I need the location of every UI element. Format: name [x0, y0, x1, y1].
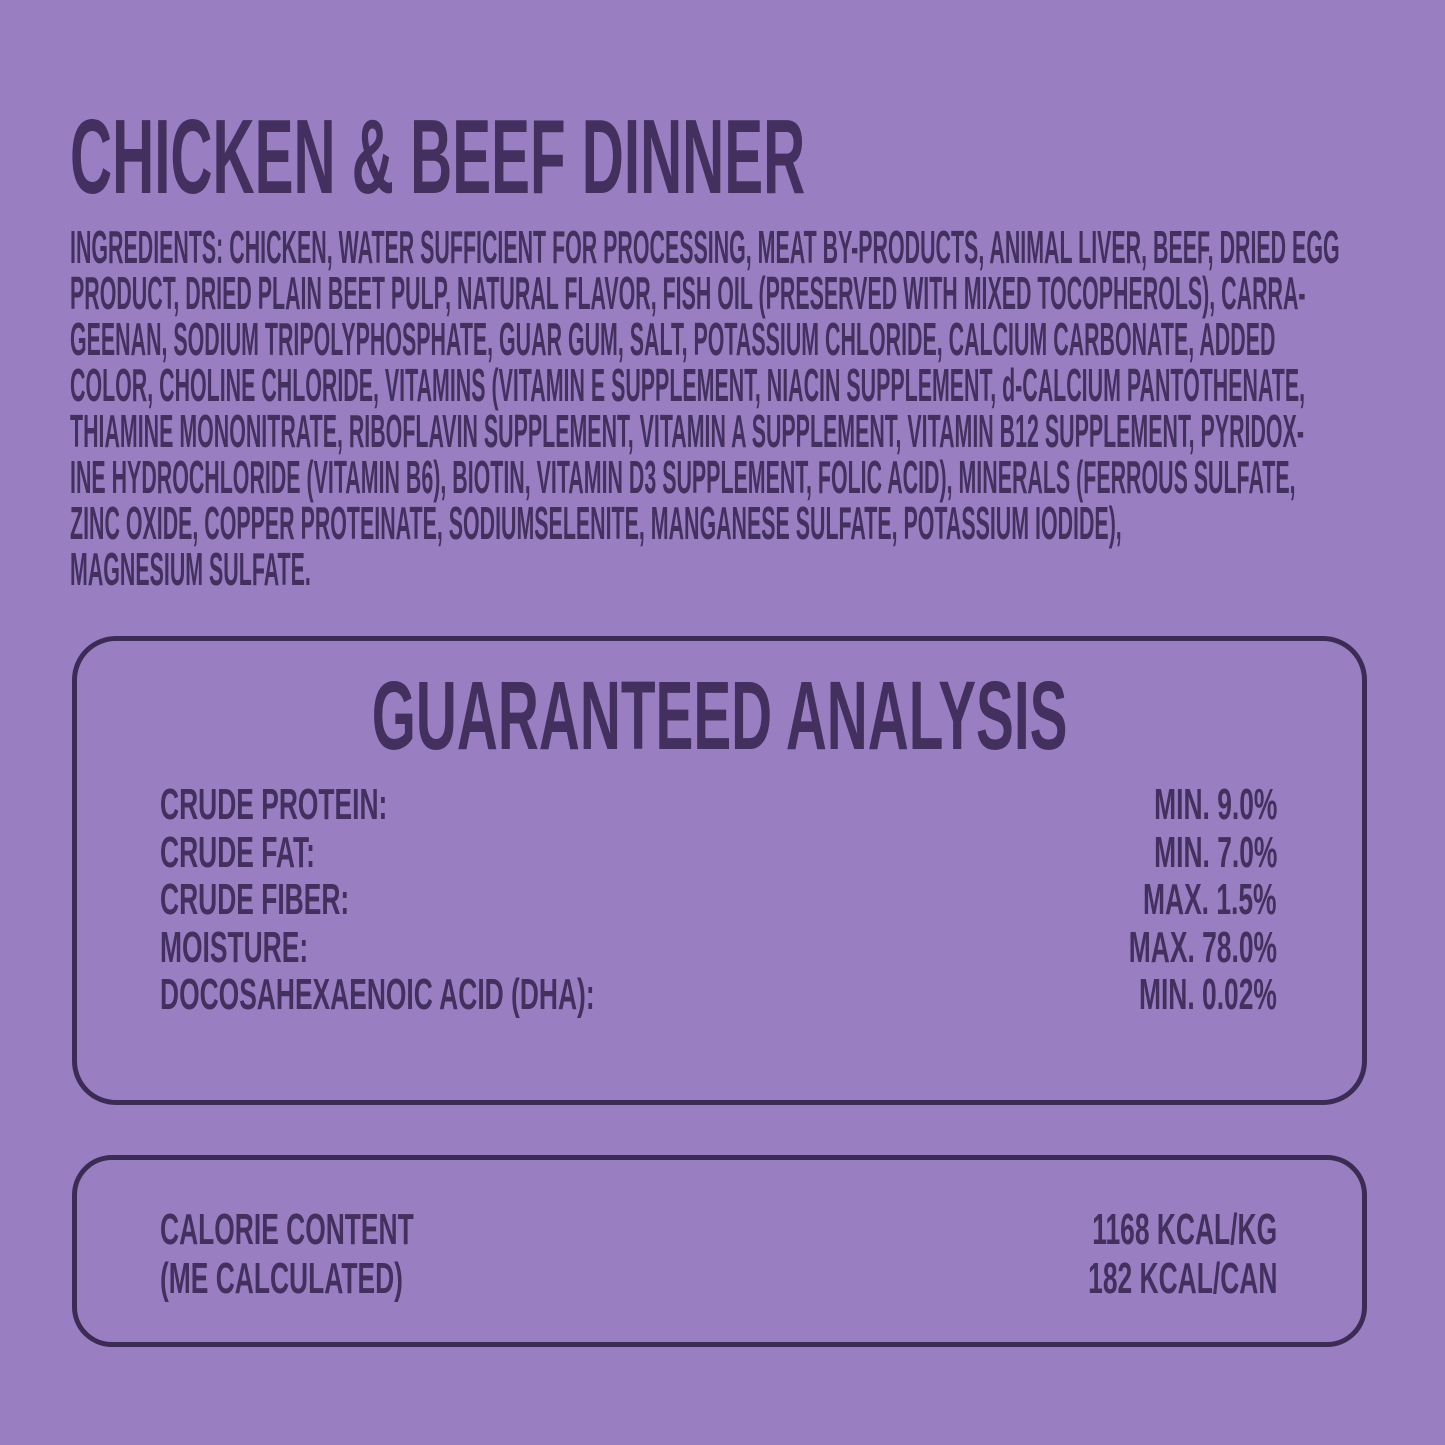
ingredients-line-text: GEENAN, SODIUM TRIPOLYPHOSPHATE, GUAR GUM, SALT, POTASSIUM CHLORIDE, CALCIUM CARBONATE, ADDED: [70, 313, 1276, 365]
calorie-content-label-line2: (ME CALCULATED): [160, 1254, 403, 1303]
ingredients-line: [70, 405, 1445, 457]
ingredients-line: [70, 313, 1445, 365]
analysis-row-value: MIN. 0.02%: [1139, 970, 1277, 1019]
guaranteed-analysis-heading-text: GUARANTEED ANALYSIS: [371, 661, 1068, 770]
ingredients-paragraph: [70, 221, 1445, 595]
analysis-row-label: DOCOSAHEXAENOIC ACID (DHA):: [160, 970, 595, 1019]
ingredients-line-text: THIAMINE MONONITRATE, RIBOFLAVIN SUPPLEMENT, VITAMIN A SUPPLEMENT, VITAMIN B12 SUPPLEMENT, PYRIDOX-: [70, 405, 1304, 457]
calorie-content-row: [160, 1205, 1277, 1303]
calorie-kcal-per-kg: 1168 KCAL/KG: [1092, 1205, 1277, 1254]
analysis-row-label: CRUDE FIBER:: [160, 875, 350, 924]
analysis-row-crude-fiber: [160, 876, 1277, 924]
calorie-content-label-line1: CALORIE CONTENT: [160, 1205, 414, 1254]
ingredients-line: [70, 543, 1445, 595]
ingredients-line-text: PRODUCT, DRIED PLAIN BEET PULP, NATURAL FLAVOR, FISH OIL (PRESERVED WITH MIXED TOCOPHEROLS), CARRA-: [70, 267, 1306, 319]
analysis-row-value: MAX. 78.0%: [1128, 922, 1277, 972]
ingredients-line: [70, 359, 1445, 411]
calorie-content-box: [72, 1155, 1367, 1347]
calorie-content-label: [160, 1205, 583, 1303]
analysis-row-value: MAX. 1.5%: [1143, 875, 1277, 924]
analysis-row-label: CRUDE PROTEIN:: [160, 780, 388, 829]
product-title: [70, 98, 1407, 216]
guaranteed-analysis-box: [72, 636, 1367, 1105]
guaranteed-analysis-heading: [77, 661, 1362, 770]
product-title-text: CHICKEN & BEEF DINNER: [70, 98, 806, 216]
ingredients-line: [70, 267, 1445, 319]
analysis-row-label: MOISTURE:: [160, 922, 309, 972]
analysis-row-value: MIN. 7.0%: [1153, 827, 1277, 877]
analysis-row-label: CRUDE FAT:: [160, 827, 315, 877]
ingredients-line-text: ZINC OXIDE, COPPER PROTEINATE, SODIUMSELENITE, MANGANESE SULFATE, POTASSIUM IODIDE),: [70, 497, 1122, 549]
calorie-content-values: [962, 1205, 1277, 1303]
ingredients-line: [70, 497, 1445, 549]
ingredients-line-text: COLOR, CHOLINE CHLORIDE, VITAMINS (VITAMIN E SUPPLEMENT, NIACIN SUPPLEMENT, d-CALCIUM PANTOTHENATE,: [70, 359, 1306, 411]
ingredients-line-text: INGREDIENTS: CHICKEN, WATER SUFFICIENT FOR PROCESSING, MEAT BY-PRODUCTS, ANIMAL LIVER, BEEF, DRIED EGG: [70, 221, 1340, 273]
guaranteed-analysis-rows: [160, 781, 1277, 1019]
analysis-row-crude-fat: [160, 829, 1277, 877]
ingredients-line-text: MAGNESIUM SULFATE.: [70, 543, 311, 595]
ingredients-line: [70, 221, 1445, 273]
analysis-row-crude-protein: [160, 781, 1277, 829]
ingredients-line: [70, 451, 1445, 503]
calorie-kcal-per-can: 182 KCAL/CAN: [1087, 1254, 1277, 1303]
analysis-row-moisture: [160, 924, 1277, 972]
analysis-row-dha: [160, 971, 1277, 1019]
analysis-row-value: MIN. 9.0%: [1153, 780, 1277, 829]
ingredients-line-text: INE HYDROCHLORIDE (VITAMIN B6), BIOTIN, VITAMIN D3 SUPPLEMENT, FOLIC ACID), MINERALS (FERROUS SULFATE,: [70, 451, 1296, 503]
